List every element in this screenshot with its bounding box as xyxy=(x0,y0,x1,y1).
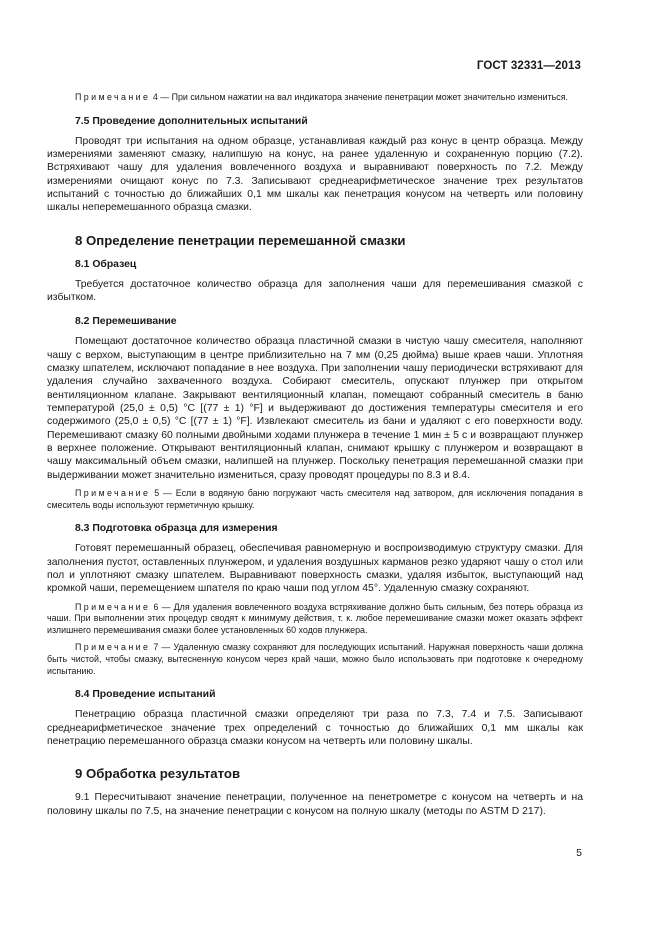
note-7 xyxy=(47,642,583,677)
note-6-text: 6 — Для удаления вовлеченного воздуха встряхивание должно быть сильным, без потерь образца из чаши. При выполнении этих процедур сводят к минимуму действия, т. к. любое перемешивание смазки может оказать эффект излишнего перемешивания смазки более установленных 60 ходов плунжера. xyxy=(47,601,583,635)
section-8-1-title: 8.1 Образец xyxy=(75,258,137,270)
section-8-title: 8 Определение пенетрации перемешанной смазки xyxy=(75,232,406,248)
note-5-label: Примечание xyxy=(75,488,151,499)
note-7-text: 7 — Удаленную смазку сохраняют для последующих испытаний. Наружная поверхность чаши должна быть чистой, чтобы смазку, вытесненную конусом через край чаши, можно было использовать при подготовке к очередному испытанию. xyxy=(47,642,583,676)
section-7-5-title: 7.5 Проведение дополнительных испытаний xyxy=(75,115,308,127)
note-4-label: Примечание xyxy=(75,92,151,102)
note-7-label: Примечание xyxy=(75,642,151,653)
section-8-4-title: 8.4 Проведение испытаний xyxy=(75,689,216,701)
note-5-text: 5 — Если в водяную баню погружают часть смесителя над затвором, для исключения попадания в смеситель воды используют герметичную крышку. xyxy=(47,488,583,510)
section-8-3-title: 8.3 Подготовка образца для измерения xyxy=(75,523,278,535)
note-4-text: 4 — При сильном нажатии на вал индикатора значение пенетрации может значительно измениться. xyxy=(150,92,569,102)
page-number: 5 xyxy=(576,847,582,859)
section-9-title: 9 Обработка результатов xyxy=(75,766,241,782)
section-7-5-paragraph: Проводят три испытания на одном образце, устанавливая каждый раз конус в центр образца. Между измерениями заменяют смазку, налипшую на конус, на ранее удаленную и сохраненную порцию (7.2). Встряхивают чашу для удаления вовлеченного воздуха и выравнивают поверхность по 7.2. Между измерениями очищают конус по 7.3. Записывают среднеарифметическое значение трех результатов испытаний с точностью до ближайших 0,1 мм шкалы как пенетрация конусом на четверть или половину шкалы неперемешанного образца смазки. xyxy=(47,135,583,214)
section-8-2-paragraph: Помещают достаточное количество образца пластичной смазки в чистую чашу смесителя, наполняют чашу с верхом, выступающим в центре приблизительно на 7 мм (0,25 дюйма) выше краев чаши. Уплотняя смазку шпателем, исключают попадание в нее воздуха. При заполнении чашу периодически встряхивают для удаления случайно захваченного воздуха. Собирают смеситель, опускают плунжер при открытом вентиляционном клапане. Закрывают вентиляционный клапан, помещают собранный смеситель в баню температурой (25,0 ± 0,5) °С [(77 ± 1) °F] и выдерживают до достижения температуры смесителя и его содержимого (25,0 ± 0,5) °С [(77 ± 1) °F]. Извлекают смеситель из бани и удаляют с его поверхности воду. Перемешивают смазку 60 полными двойными ходами плунжера в течение 1 мин ± 5 с и возвращают плунжер в верхнее положение. Открывают вентиляционный клапан, снимают крышку с плунжером и возвращают в чашу максимальный объем смазки, налипшей на плунжер. Поскольку пенетрация перемешанной смазки при выдерживании может значительно измениться, сразу проводят процедуры по 8.3 и 8.4. xyxy=(47,336,583,481)
note-4 xyxy=(47,92,583,104)
note-6-label: Примечание xyxy=(75,601,151,612)
page-content xyxy=(47,92,583,818)
section-8-3-paragraph: Готовят перемешанный образец, обеспечивая равномерную и воспроизводимую структуру смазки. Для заполнения пустот, оставленных плунжером, и удаления воздушных карманов резко ударяют чашу о стол или пол и уплотняют смазку шпателем. Выравнивают поверхность смазки, удаляя избыток, выступающий над кромкой чаши, перемещением шпателя по краю чаши под углом 45°. Удаленную смазку сохраняют. xyxy=(47,543,583,595)
section-8-4-paragraph: Пенетрацию образца пластичной смазки определяют три раза по 7.3, 7.4 и 7.5. Записывают среднеарифметическое значение трех определений с точностью до ближайших 0,1 мм шкалы как пенетрацию перемешанного образца смазки конусом на четверть или половину шкалы. xyxy=(47,709,583,747)
note-6 xyxy=(47,602,583,637)
section-8-1-paragraph: Требуется достаточное количество образца для заполнения чаши для перемешивания смазкой с избытком. xyxy=(47,278,583,303)
standard-number: ГОСТ 32331—2013 xyxy=(476,60,581,72)
note-5 xyxy=(47,488,583,511)
section-8-2-title: 8.2 Перемешивание xyxy=(75,316,177,328)
section-9-1-paragraph: 9.1 Пересчитывают значение пенетрации, полученное на пенетрометре с конусом на четверть и на половину шкалы по 7.5, на значение пенетрации с конусом на полную шкалу (методы по ASTM D 217). xyxy=(47,792,583,817)
